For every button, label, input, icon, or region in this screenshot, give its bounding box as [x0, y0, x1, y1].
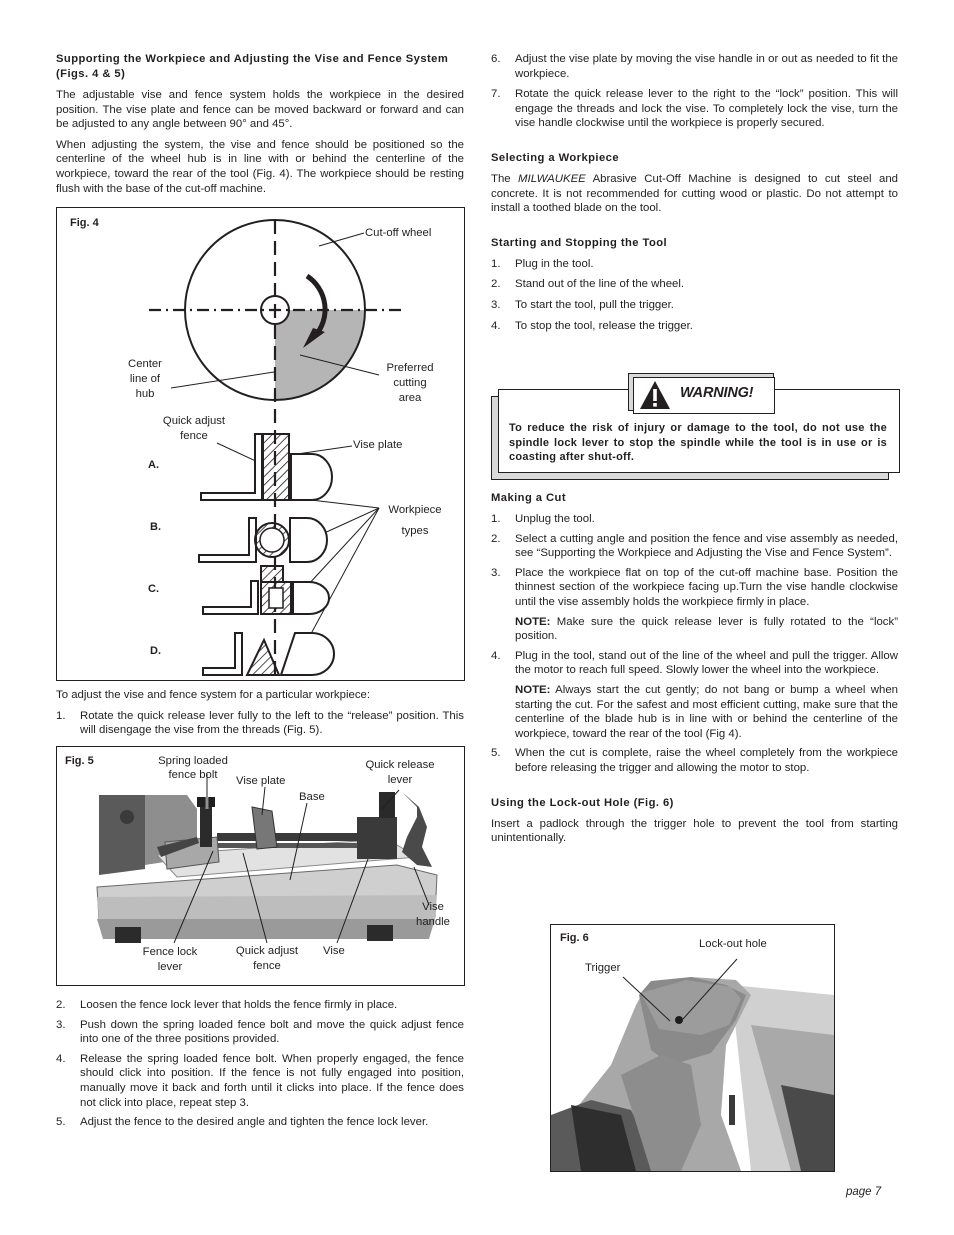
- paragraph-to-adjust: To adjust the vise and fence system for a particular workpiece:: [56, 689, 371, 701]
- fence-lock-text-2: lever: [157, 961, 183, 973]
- preferred-text-1: Preferred: [386, 362, 434, 374]
- list-item: [491, 319, 898, 334]
- list-text: Adjust the fence to the desired angle and tighten the fence lock lever.: [80, 1116, 429, 1129]
- brand-name: MILWAUKEE: [518, 172, 586, 185]
- label-vise-plate: Vise plate: [353, 439, 403, 451]
- list-item: [491, 746, 898, 775]
- note-2-text: Always start the cut gently; do not bang or bump a wheel when starting the cut. For the safest and most efficient cutting, make sure that the centerline of the blade hub is in line with or behind the centerline of the workpiece, toward the rear of the tool (Fig 4).: [515, 683, 898, 740]
- figure-4-drawing: [57, 208, 464, 680]
- warning-triangle-icon: [638, 379, 672, 411]
- list-number: 5.: [491, 747, 501, 760]
- list-item: [491, 257, 898, 272]
- list-text: Push down the spring loaded fence bolt and move the quick adjust fence into one of the three positions provided.: [80, 1018, 464, 1046]
- right-column-mid: [491, 491, 898, 846]
- fence-lock-text-1: Fence lock: [142, 946, 198, 958]
- paragraph-adjusting: When adjusting the system, the vise and fence should be positioned so the centerline of the wheel hub is in line with or behind the centerline of the workpiece, toward the rear of the tool (Fig. 4). The workpiece should be resting flush with the base of the cut-off machine.: [56, 138, 464, 195]
- label-fence-lock-lever: [133, 945, 207, 975]
- paragraph-adjustable: The adjustable vise and fence system holds the workpiece in the desired position. The vise plate and fence can be moved backward or forward and can be adjusted to any angle between 90° and 45°.: [56, 89, 464, 131]
- row-c-label: C.: [148, 583, 159, 595]
- label-cutoff-wheel: Cut-off wheel: [365, 227, 432, 239]
- label-quick-adjust-fence-fig5: [227, 944, 307, 974]
- heading-supporting: Supporting the Workpiece and Adjusting the Vise and Fence System (Figs. 4 & 5): [56, 53, 449, 80]
- list-item: [491, 615, 898, 644]
- note-label: NOTE:: [515, 683, 551, 696]
- label-spring-loaded-fence-bolt: [149, 754, 237, 782]
- label-preferred-area: [375, 361, 445, 406]
- select-text-post: Abrasive Cut-Off Machine is designed to cut steel and concrete. It is not recommended for cutting wood or plastic. Do not attempt to install a toothed blade on the tool.: [491, 172, 898, 215]
- workpiece-text-2: types: [401, 525, 429, 537]
- center-line-text-1: Center: [128, 358, 162, 370]
- quick-adjust-fig5-text-1: Quick adjust: [235, 945, 299, 957]
- list-number: 2.: [491, 532, 501, 545]
- list-cut-steps: [491, 512, 898, 776]
- list-steps-6-7: [491, 52, 898, 131]
- list-number: 3.: [491, 298, 501, 311]
- warning-title: WARNING!: [680, 385, 754, 401]
- list-number: 1.: [491, 257, 501, 270]
- list-item: [491, 512, 898, 527]
- list-text: Select a cutting angle and position the fence and vise assembly as needed, see “Supporting the Workpiece and Adjusting the Vise and Fence System”.: [515, 532, 898, 560]
- list-start-steps: [491, 257, 898, 333]
- list-text: Plug in the tool, stand out of the line of the wheel and pull the trigger. Allow the motor to reach full speed. Slowly lower the wheel into the workpiece.: [515, 649, 898, 677]
- heading-making-a-cut: Making a Cut: [491, 492, 567, 504]
- list-steps-2-5: [56, 998, 464, 1130]
- list-text: Loosen the fence lock lever that holds the fence firmly in place.: [80, 999, 398, 1011]
- list-number: 3.: [491, 566, 501, 579]
- heading-starting: Starting and Stopping the Tool: [491, 236, 668, 249]
- left-column-bottom: [56, 998, 464, 1130]
- list-number: 5.: [56, 1116, 66, 1129]
- vise-handle-text-2: handle: [416, 916, 450, 928]
- note-1: [515, 615, 898, 644]
- left-column: [56, 52, 464, 196]
- figure-5: [56, 746, 465, 986]
- quick-adjust-text-1: Quick adjust: [162, 415, 226, 427]
- list-text: Place the workpiece flat on top of the cut-off machine base. Position the thinnest section of the workpiece facing up.Turn the vise handle clockwise until the vise assembly holds the workpiece firmly in place.: [515, 566, 898, 608]
- list-item: [56, 1052, 464, 1110]
- list-text: Rotate the quick release lever fully to the left to the “release” position. This will disengage the vise from the threads (Fig. 5).: [80, 709, 464, 737]
- heading-lockout: Using the Lock-out Hole (Fig. 6): [491, 796, 674, 809]
- warning-box: [491, 373, 899, 481]
- page-number: page 7: [846, 1186, 882, 1198]
- list-number: 2.: [56, 999, 66, 1011]
- preferred-text-2: cutting: [393, 377, 427, 389]
- list-item: [491, 87, 898, 131]
- quick-release-text-1: Quick release: [365, 759, 435, 771]
- list-item: [491, 52, 898, 81]
- list-text: Release the spring loaded fence bolt. When properly engaged, the fence should click into position. If the fence is not fully engaged into position, manually move it back and forth until it clicks into place. If the fence does not click into place, repeat step 3.: [80, 1052, 464, 1109]
- list-text: To start the tool, pull the trigger.: [515, 298, 674, 311]
- list-item: [491, 532, 898, 561]
- quick-adjust-text-2: fence: [180, 430, 208, 442]
- preferred-area: [275, 310, 365, 400]
- figure-4: [56, 207, 465, 681]
- figure-6-label: Fig. 6: [560, 932, 589, 944]
- list-item: [56, 998, 464, 1013]
- select-text-pre: The: [491, 172, 519, 185]
- list-number: 6.: [491, 53, 501, 65]
- label-vise-plate-fig5: Vise plate: [236, 775, 286, 787]
- label-quick-adjust-fence: [153, 414, 235, 444]
- warning-text: To reduce the risk of injury or damage to the tool, do not use the spindle lock lever to stop the spindle while the tool is in use or is coasting after shut-off.: [509, 422, 887, 464]
- label-vise: Vise: [323, 945, 345, 957]
- label-trigger: Trigger: [585, 962, 621, 974]
- right-column: [491, 52, 898, 333]
- list-text: Plug in the tool.: [515, 257, 594, 270]
- list-item: [491, 277, 898, 292]
- warning-title-box: [633, 377, 775, 414]
- row-b-label: B.: [150, 521, 161, 533]
- paragraph-selecting: [491, 172, 898, 216]
- list-text: Rotate the quick release lever to the right to the “lock” position. This will engage the threads and lock the vise. To completely lock the vise, turn the vise handle clockwise until the workpiece is properly secured.: [515, 88, 898, 130]
- spring-loaded-text-2: fence bolt: [168, 769, 218, 781]
- list-item: [56, 1018, 464, 1047]
- quick-release-text-2: lever: [387, 774, 413, 786]
- preferred-text-3: area: [398, 392, 422, 404]
- vise-handle-text-1: Vise: [422, 901, 444, 913]
- list-item: [491, 649, 898, 678]
- note-label: NOTE:: [515, 615, 551, 628]
- list-item: [56, 1115, 464, 1130]
- paragraph-lockout: Insert a padlock through the trigger hole to prevent the tool from starting unintentionally.: [491, 817, 898, 845]
- center-line-text-3: hub: [135, 388, 155, 400]
- spring-loaded-text-1: Spring loaded: [158, 755, 228, 767]
- list-text: Stand out of the line of the wheel.: [515, 278, 685, 291]
- note-1-text: Make sure the quick release lever is fully rotated to the “lock” position.: [515, 615, 898, 643]
- list-item: [56, 709, 464, 738]
- label-lockout-hole: Lock-out hole: [699, 938, 767, 950]
- center-line-text-2: line of: [129, 373, 161, 385]
- list-number: 1.: [56, 709, 66, 722]
- list-number: 4.: [491, 319, 501, 332]
- list-number: 1.: [491, 513, 501, 525]
- label-quick-release-lever: [357, 758, 443, 788]
- figure-6: [550, 924, 835, 1172]
- list-item: [491, 566, 898, 610]
- label-base: Base: [299, 791, 325, 803]
- left-column-mid: [56, 688, 464, 738]
- figure-4-label: Fig. 4: [70, 217, 99, 229]
- label-workpiece-types: [379, 503, 451, 539]
- list-item: [491, 298, 898, 313]
- list-text: Adjust the vise plate by moving the vise handle in or out as needed to fit the workpiece.: [515, 53, 898, 80]
- row-d-label: D.: [150, 645, 161, 657]
- list-text: To stop the tool, release the trigger.: [515, 319, 693, 332]
- label-center-line: [117, 357, 173, 402]
- list-number: 2.: [491, 278, 501, 291]
- list-text: Unplug the tool.: [515, 513, 595, 525]
- list-number: 4.: [491, 649, 501, 662]
- list-text: When the cut is complete, raise the wheel completely from the workpiece before releasing the trigger and allowing the motor to stop.: [515, 747, 898, 774]
- workpiece-text-1: Workpiece: [388, 504, 442, 516]
- label-vise-handle: [409, 900, 457, 930]
- list-step-1: [56, 709, 464, 738]
- list-number: 4.: [56, 1052, 66, 1065]
- row-a-label: A.: [148, 459, 159, 471]
- heading-selecting: Selecting a Workpiece: [491, 151, 620, 164]
- figure-5-label: Fig. 5: [65, 755, 94, 767]
- list-number: 3.: [56, 1018, 66, 1031]
- list-item: [491, 683, 898, 741]
- list-number: 7.: [491, 88, 501, 101]
- quick-adjust-fig5-text-2: fence: [253, 960, 281, 972]
- note-2: [515, 683, 898, 741]
